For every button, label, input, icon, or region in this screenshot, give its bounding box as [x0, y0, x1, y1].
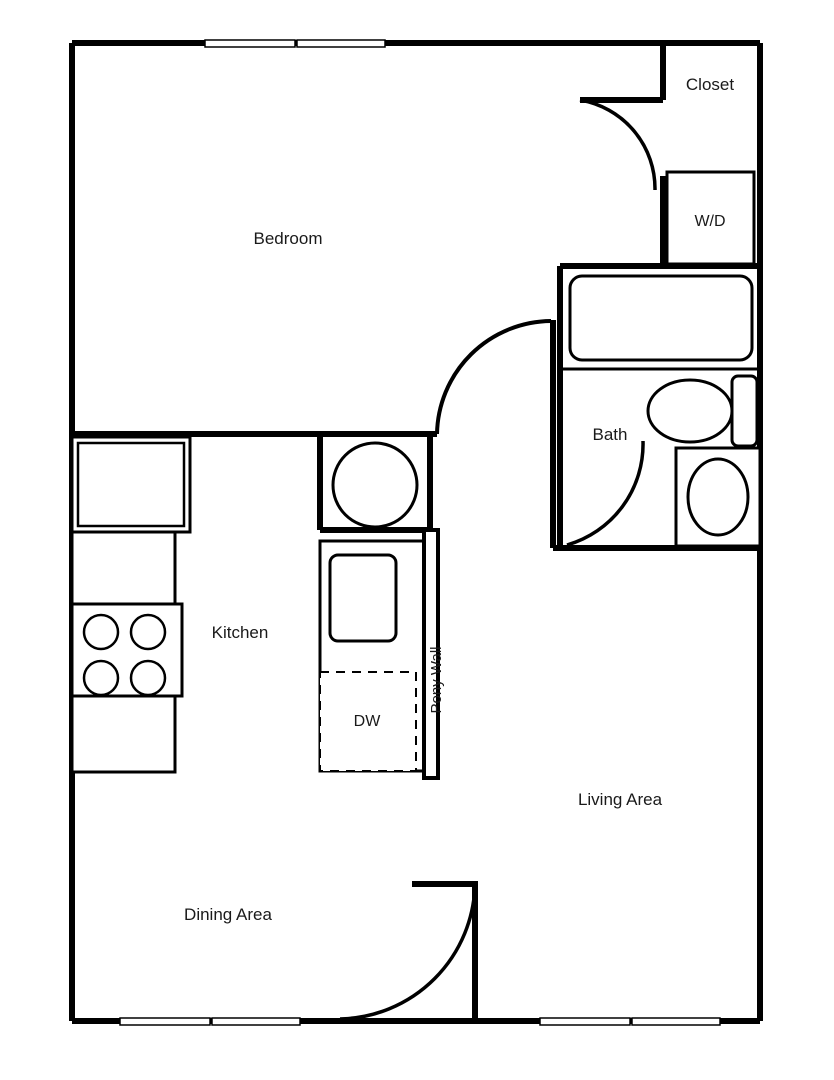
- bath-cabinet: [732, 376, 757, 446]
- closet-door: [580, 100, 655, 190]
- burner-1: [84, 615, 118, 649]
- bath-fixtures: [560, 276, 760, 546]
- label-dishwasher: DW: [353, 713, 381, 730]
- refrigerator: [78, 443, 184, 526]
- island-sink: [330, 555, 396, 641]
- window-bottom-3: [540, 1018, 630, 1025]
- toilet: [688, 459, 748, 535]
- window-top-left: [205, 40, 295, 47]
- burner-3: [84, 661, 118, 695]
- window-bottom-4: [632, 1018, 720, 1025]
- window-bottom-1: [120, 1018, 210, 1025]
- kitchen-fixtures: [72, 437, 438, 778]
- burner-4: [131, 661, 165, 695]
- label-dining-area: Dining Area: [184, 905, 272, 924]
- label-kitchen: Kitchen: [211, 623, 269, 642]
- kitchen-counter-lower: [72, 696, 175, 772]
- kitchen-counter-mid: [72, 532, 175, 604]
- label-closet: Closet: [685, 75, 735, 94]
- label-pony-wall: Pony Wall: [428, 646, 445, 714]
- label-washer-dryer: W/D: [694, 213, 726, 230]
- label-bath: Bath: [592, 425, 628, 444]
- entry-door: [340, 884, 475, 1019]
- burner-2: [131, 615, 165, 649]
- bathtub: [570, 276, 752, 360]
- kitchen-sink-round: [333, 443, 417, 527]
- window-top-right: [297, 40, 385, 47]
- label-living-area: Living Area: [577, 790, 663, 809]
- bathroom-sink: [648, 380, 732, 442]
- bath-door: [567, 441, 643, 545]
- label-bedroom: Bedroom: [253, 229, 323, 248]
- window-bottom-2: [212, 1018, 300, 1025]
- bedroom-door: [437, 321, 551, 434]
